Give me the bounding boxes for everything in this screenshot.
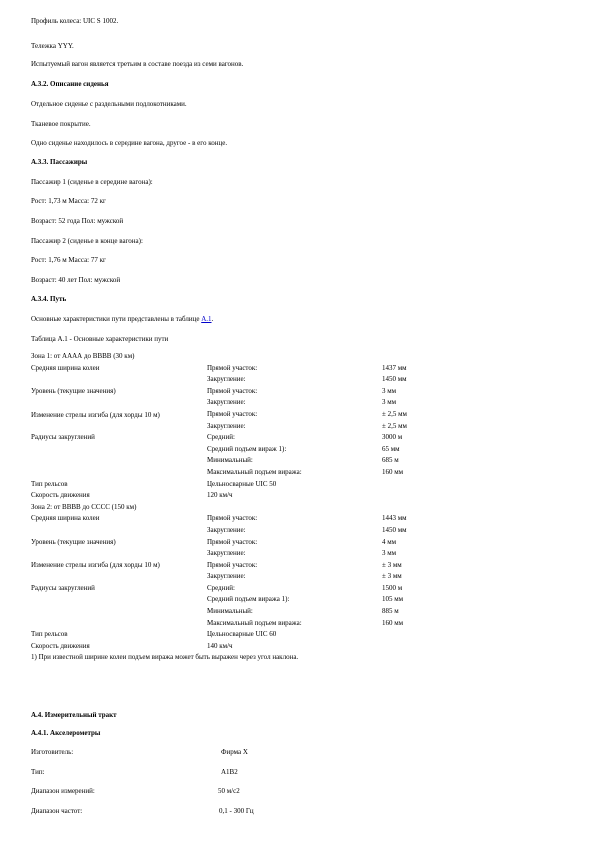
curve-label: Закругление:	[207, 421, 246, 430]
speed-value: 120 км/ч	[207, 491, 233, 500]
wheel-profile-text: Профиль колеса: UIC S 1002.	[31, 17, 119, 25]
straight-label: Прямой участок:	[207, 363, 258, 372]
track-intro-suffix: .	[211, 315, 214, 323]
measuring-range-label: Диапазон измерений:	[31, 787, 95, 795]
table-row	[31, 364, 566, 376]
table-row	[31, 398, 566, 410]
manufacturer-label: Изготовитель:	[31, 748, 74, 756]
table-row	[31, 595, 566, 607]
max-cant-value: 160 мм	[382, 618, 404, 627]
gauge-curve-value: 1450 мм	[382, 375, 407, 384]
section-heading-track: А.3.4. Путь	[31, 295, 67, 303]
curve-label: Закругление:	[207, 572, 246, 581]
mean-cant-label: Средний подъем вираж 1):	[207, 444, 287, 453]
manufacturer-value: Фирма X	[221, 748, 248, 756]
table-row	[31, 375, 566, 387]
table-row	[31, 468, 566, 480]
rail-type-label: Тип рельсов	[31, 630, 68, 639]
versine-curve-value: ± 3 мм	[382, 572, 402, 581]
table-footnote: 1) При известной ширине колеи подъем виража может быть выражен через угол наклона.	[31, 653, 299, 662]
straight-label: Прямой участок:	[207, 560, 258, 569]
table-row	[31, 642, 566, 654]
type-label: Тип:	[31, 768, 45, 776]
versine-label: Изменение стрелы изгиба (для хорды 10 м)	[31, 410, 160, 419]
mean-cant-label: Средний подъем виража 1):	[207, 595, 290, 604]
mean-cant-value: 65 мм	[382, 444, 400, 453]
straight-label: Прямой участок:	[207, 386, 258, 395]
gauge-label: Средняя ширина колеи	[31, 363, 100, 372]
test-car-text: Испытуемый вагон является третьим в составе поезда из семи вагонов.	[31, 60, 244, 68]
section-heading-passengers: А.3.3. Пассажиры	[31, 158, 88, 166]
section-heading-measurement: А.4. Измерительный тракт	[31, 711, 117, 719]
speed-label: Скорость движения	[31, 641, 90, 650]
gauge-label: Средняя ширина колеи	[31, 514, 100, 523]
versine-curve-value: ± 2,5 мм	[382, 421, 407, 430]
mean-radius-value: 1500 м	[382, 583, 403, 592]
gauge-straight-value: 1437 мм	[382, 363, 407, 372]
frequency-range-value: 0,1 - 300 Гц	[219, 807, 254, 815]
straight-label: Прямой участок:	[207, 537, 258, 546]
versine-label: Изменение стрелы изгиба (для хорды 10 м)	[31, 560, 160, 569]
passenger-2-heading: Пассажир 2 (сиденье в конце вагона):	[31, 237, 143, 245]
passenger-2-age-sex: Возраст: 40 лет Пол: мужской	[31, 276, 121, 284]
upholstery-text: Тканевое покрытие.	[31, 120, 91, 128]
table-row	[31, 456, 566, 468]
passenger-1-height-mass: Рост: 1,73 м Масса: 72 кг	[31, 197, 106, 205]
rail-type-label: Тип рельсов	[31, 479, 68, 488]
table-row	[31, 561, 566, 573]
seat-location-text: Одно сиденье находилось в середине вагона, другое - в его конце.	[31, 139, 228, 147]
footnote-row	[31, 653, 566, 665]
curve-label: Закругление:	[207, 398, 246, 407]
frequency-range-label: Диапазон частот:	[31, 807, 83, 815]
table-row	[31, 387, 566, 399]
zone-1-title: Зона 1: от АААА до ВВВВ (30 км)	[31, 352, 135, 360]
measuring-range-value: 50 м/с2	[218, 787, 240, 795]
table-row	[31, 480, 566, 492]
rail-type-value: Цельносварные UIC 50	[207, 479, 277, 488]
passenger-1-age-sex: Возраст: 52 года Пол: мужской	[31, 217, 124, 225]
mean-radius-value: 3000 м	[382, 433, 403, 442]
zone-2-title-row	[31, 503, 566, 515]
passenger-2-height-mass: Рост: 1,76 м Масса: 77 кг	[31, 256, 106, 264]
table-row	[31, 433, 566, 445]
table-row	[31, 619, 566, 631]
speed-value: 140 км/ч	[207, 641, 233, 650]
min-radius-label: Минимальный:	[207, 456, 253, 465]
curve-label: Закругление:	[207, 549, 246, 558]
table-row	[31, 514, 566, 526]
straight-label: Прямой участок:	[207, 514, 258, 523]
level-straight-value: 3 мм	[382, 386, 397, 395]
type-value: A1B2	[221, 768, 238, 776]
table-row	[31, 491, 566, 503]
radius-label: Радиусы закруглений	[31, 583, 95, 592]
min-radius-label: Минимальный:	[207, 607, 253, 616]
section-heading-seat: А.3.2. Описание сиденья	[31, 80, 109, 88]
mean-radius-label: Средний:	[207, 433, 235, 442]
level-label: Уровень (текущие значения)	[31, 537, 116, 546]
level-straight-value: 4 мм	[382, 537, 397, 546]
track-intro-text	[31, 315, 213, 324]
table-row	[31, 445, 566, 457]
mean-radius-label: Средний:	[207, 583, 235, 592]
zone-1-title-row	[31, 352, 566, 364]
track-intro-prefix: Основные характеристики пути представлены в таблице	[31, 315, 202, 323]
rail-type-value: Цельносварные UIC 60	[207, 630, 277, 639]
zone-2-title: Зона 2: от ВВВВ до СССС (150 км)	[31, 502, 137, 511]
min-radius-value: 685 м	[382, 456, 399, 465]
versine-straight-value: ± 3 мм	[382, 560, 402, 569]
curve-label: Закругление:	[207, 375, 246, 384]
bogie-text: Тележка YYY.	[31, 42, 74, 50]
table-row	[31, 584, 566, 596]
level-curve-value: 3 мм	[382, 549, 397, 558]
table-row	[31, 607, 566, 619]
speed-label: Скорость движения	[31, 491, 90, 500]
max-cant-value: 160 мм	[382, 467, 404, 476]
table-row	[31, 572, 566, 584]
curve-label: Закругление:	[207, 525, 246, 534]
table-row	[31, 538, 566, 550]
track-characteristics-table	[31, 352, 566, 665]
table-row	[31, 410, 566, 433]
table-a1-link[interactable]: А.1	[201, 315, 212, 323]
versine-straight-value: ± 2,5 мм	[382, 409, 407, 418]
type-row	[31, 768, 238, 777]
frequency-range-row	[31, 807, 254, 816]
table-row	[31, 526, 566, 538]
gauge-straight-value: 1443 мм	[382, 514, 407, 523]
gauge-curve-value: 1450 мм	[382, 525, 407, 534]
section-heading-accelerometers: А.4.1. Акселерометры	[31, 729, 101, 737]
max-cant-label: Максимальный подъем виража:	[207, 467, 302, 476]
table-row	[31, 549, 566, 561]
max-cant-label: Максимальный подъем виража:	[207, 618, 302, 627]
table-caption: Таблица А.1 - Основные характеристики пути	[31, 335, 169, 343]
passenger-1-heading: Пассажир 1 (сиденье в середине вагона):	[31, 178, 153, 186]
measuring-range-row	[31, 787, 240, 796]
level-curve-value: 3 мм	[382, 398, 397, 407]
seat-description-text: Отдельное сиденье с раздельными подлокотниками.	[31, 100, 187, 108]
min-radius-value: 885 м	[382, 607, 399, 616]
level-label: Уровень (текущие значения)	[31, 386, 116, 395]
straight-label: Прямой участок:	[207, 409, 258, 418]
table-row	[31, 630, 566, 642]
manufacturer-row	[31, 748, 248, 757]
mean-cant-value: 105 мм	[382, 595, 404, 604]
radius-label: Радиусы закруглений	[31, 433, 95, 442]
